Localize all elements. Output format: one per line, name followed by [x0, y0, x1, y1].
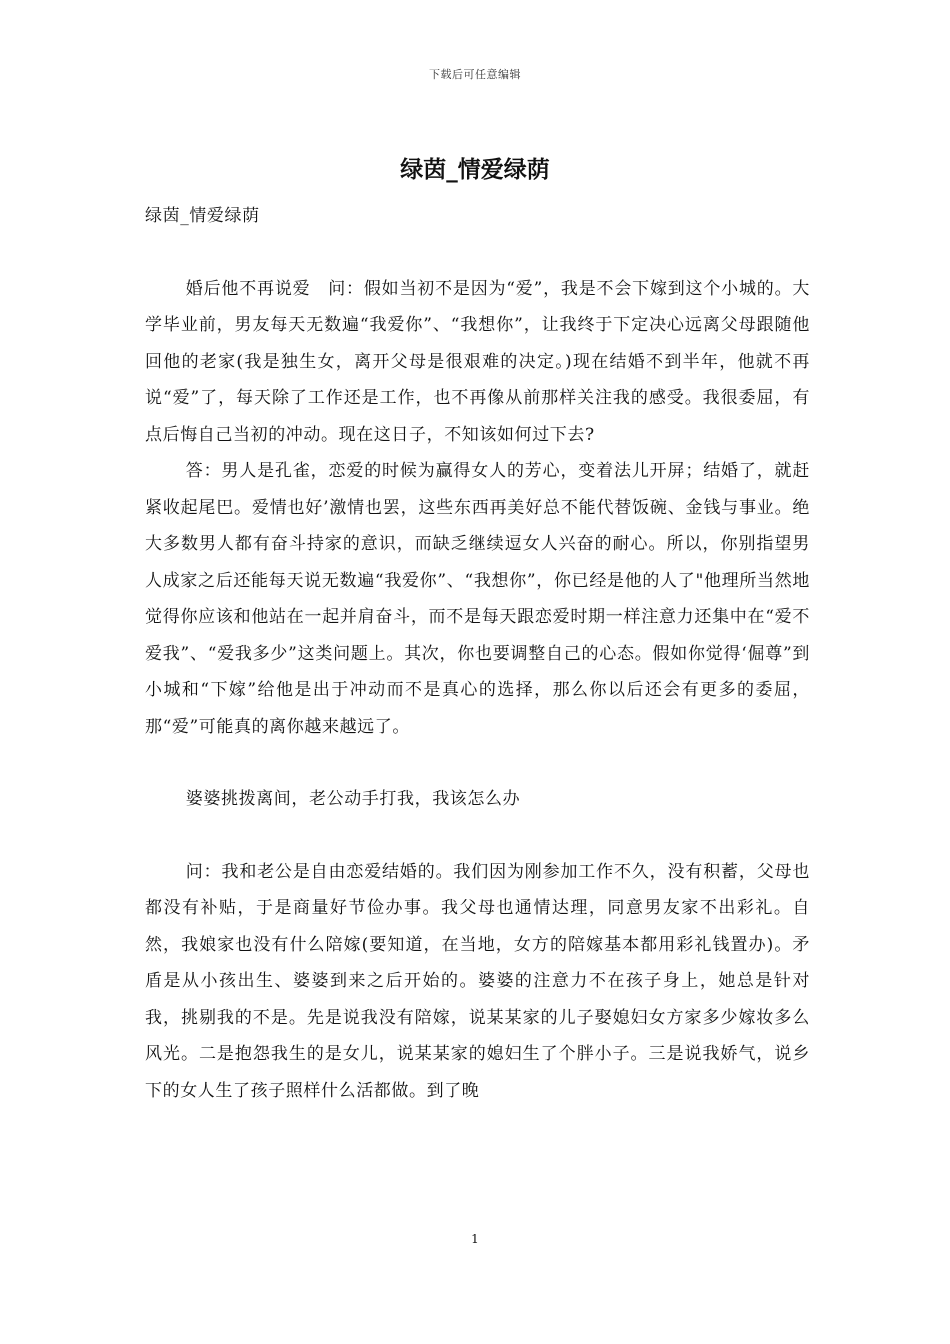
- paragraph-spacer: [145, 818, 810, 854]
- paragraph-spacer: [145, 745, 810, 781]
- page-header-note: 下载后可任意编辑: [429, 68, 521, 81]
- document-title: 绿茵_情爱绿荫: [400, 157, 550, 183]
- document-body: [145, 198, 810, 1109]
- paragraph-answer-1: 答：男人是孔雀，恋爱的时候为赢得女人的芳心，变着法儿开屏；结婚了，就赶紧收起尾巴。爱情也好’激情也罢，这些东西再美好总不能代替饭碗、金钱与事业。绝大多数男人都有奋斗持家的意识，而缺乏继续逗女人兴奋的耐心。所以，你别指望男人成家之后还能每天说无数遍“我爱你”、“我想你”，你已经是他的人了"他理所当然地觉得你应该和他站在一起并肩奋斗，而不是每天跟恋爱时期一样注意力还集中在“爱不爱我”、“爱我多少”这类问题上。其次，你也要调整自己的心态。假如你觉得‘倔尊”到小城和“下嫁”给他是出于冲动而不是真心的选择，那么你以后还会有更多的委屈，那“爱”可能真的离你越来越远了。: [145, 461, 810, 737]
- paragraph-question-1: 婚后他不再说爱 问：假如当初不是因为“爱”，我是不会下嫁到这个小城的。大学毕业前，男友每天无数遍“我爱你”、“我想你”，让我终于下定决心远离父母跟随他回他的老家(我是独生女，离开父母是很艰难的决定。)现在结婚不到半年，他就不再说“爱”了，每天除了工作还是工作，也不再像从前那样关注我的感受。我很委屈，有点后悔自己当初的冲动。现在这日子，不知该如何过下去?: [145, 278, 810, 445]
- paragraph-question-2: 问：我和老公是自由恋爱结婚的。我们因为刚参加工作不久，没有积蓄，父母也都没有补贴，于是商量好节俭办事。我父母也通情达理，同意男友家不出彩礼。自然，我娘家也没有什么陪嫁(要知道，在当地，女方的陪嫁基本都用彩礼钱置办)。矛盾是从小孩出生、婆婆到来之后开始的。婆婆的注意力不在孩子身上，她总是针对我，挑剔我的不是。先是说我没有陪嫁，说某某家的儿子娶媳妇女方家多少嫁妆多么风光。二是抱怨我生的是女儿，说某某家的媳妇生了个胖小子。三是说我娇气，说乡下的女人生了孩子照样什么活都做。到了晚: [145, 861, 810, 1101]
- section-heading-2: 婆婆挑拨离间，老公动手打我，我该怎么办: [185, 789, 521, 809]
- page-number: 1: [471, 1232, 479, 1246]
- paragraph-spacer: [145, 235, 810, 271]
- document-subtitle: 绿茵_情爱绿荫: [145, 206, 260, 226]
